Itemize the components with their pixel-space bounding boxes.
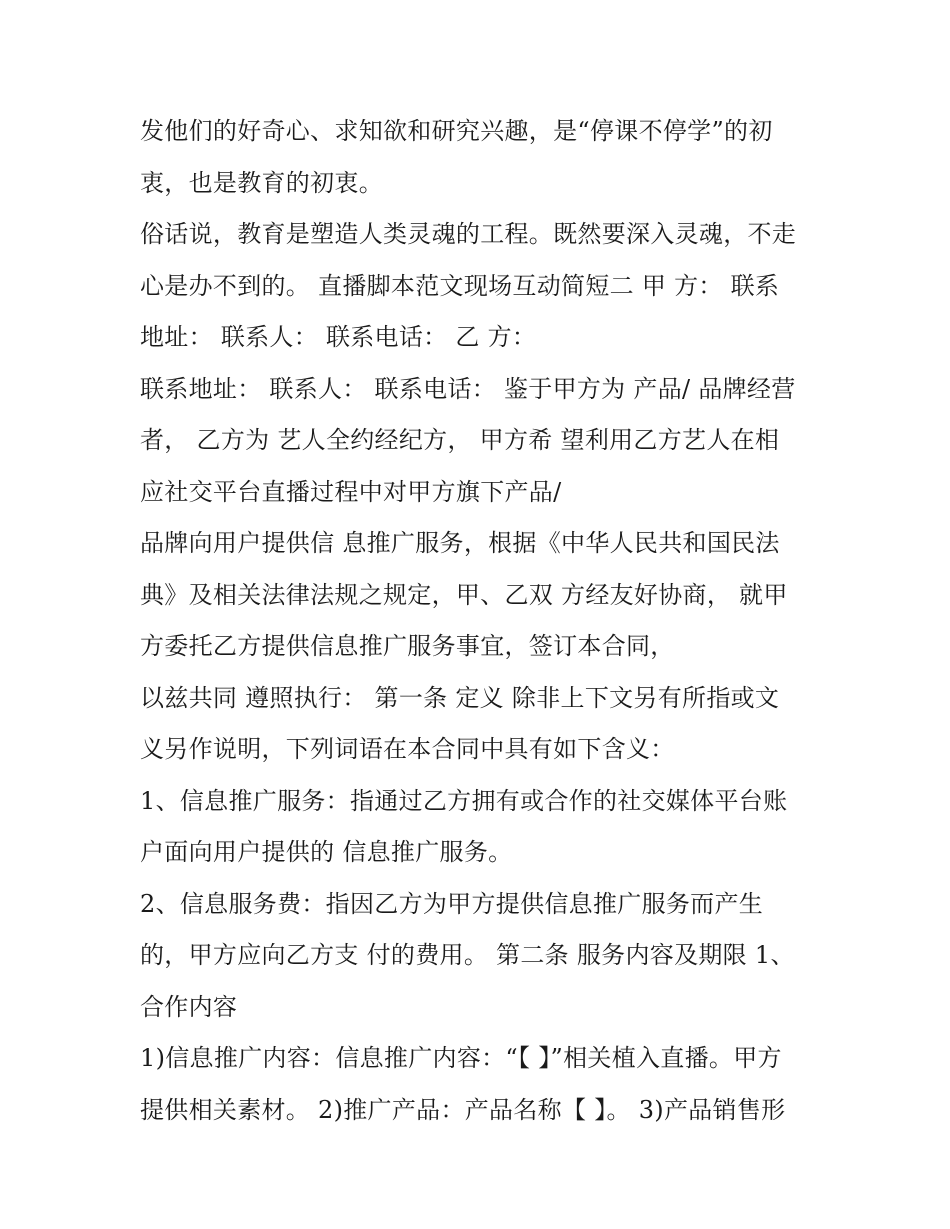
text-line: 户面向用户提供的 信息推广服务。 xyxy=(140,838,513,866)
text-line: 品牌向用户提供信 息推广服务，根据《中华人民共和国民法 xyxy=(140,529,780,557)
text-line: 1、信息推广服务：指通过乙方拥有或合作的社交媒体平台账 xyxy=(140,786,788,815)
text-line: 发他们的好奇心、求知欲和研究兴趣，是“停课不停学”的初 xyxy=(140,117,773,145)
text-line: 2、信息服务费：指因乙方为甲方提供信息推广服务而产生 xyxy=(140,889,764,918)
text-line: 1)信息推广内容：信息推广内容：“【 】”相关植入直播。甲方 xyxy=(140,1044,782,1072)
text-line: 地址： 联系人： 联系电话： 乙 方： xyxy=(140,323,537,351)
text-line: 俗话说，教育是塑造人类灵魂的工程。既然要深入灵魂，不走 xyxy=(140,220,797,248)
text-line: 联系地址： 联系人： 联系电话： 鉴于甲方为 产品/ 品牌经营 xyxy=(140,374,796,403)
text-line: 以兹共同 遵照执行： 第一条 定义 除非上下文另有所指或文 xyxy=(140,683,780,712)
text-line: 典》及相关法律法规之规定，甲、乙双 方经友好协商， 就甲 xyxy=(140,580,788,609)
document-body xyxy=(140,106,840,1136)
text-line: 提供相关素材。 2)推广产品：产品名称【 】。 3)产品销售形 xyxy=(140,1095,786,1124)
text-line: 义另作说明，下列词语在本合同中具有如下含义： xyxy=(140,735,675,763)
text-line: 心是办不到的。 直播脚本范文现场互动简短二 甲 方： 联系 xyxy=(140,271,780,300)
text-line: 方委托乙方提供信息推广服务事宜，签订本合同， xyxy=(140,632,675,660)
text-line: 合作内容 xyxy=(140,992,238,1021)
text-line: 衷，也是教育的初衷。 xyxy=(140,168,383,197)
text-line: 的，甲方应向乙方支 付的费用。 第二条 服务内容及期限 1、 xyxy=(140,941,795,969)
text-line: 者， 乙方为 艺人全约经纪方， 甲方希 望利用乙方艺人在相 xyxy=(140,426,780,454)
text-line: 应社交平台直播过程中对甲方旗下产品/ xyxy=(140,477,562,506)
